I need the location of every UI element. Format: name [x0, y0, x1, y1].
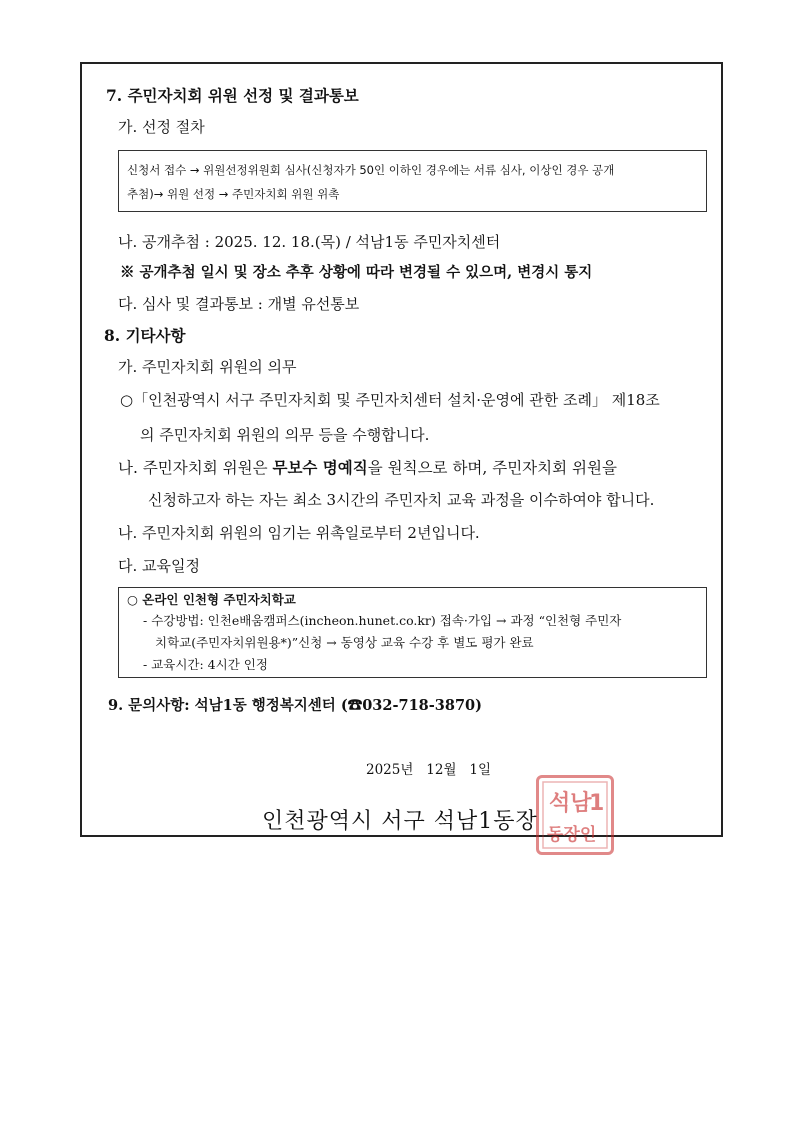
selection-procedure-label: 가. 선정 절차 — [118, 118, 205, 136]
honorary-prefix: 나. 주민자치회 위원은 — [118, 459, 273, 477]
section9-contact: 9. 문의사항: 석남1동 행정복지센터 (☎032-718-3870) — [108, 697, 483, 714]
issuer-signature: 인천광역시 서구 석남1동장 — [262, 809, 538, 834]
procedure-line-1: 신청서 접수 → 위원선정위원회 심사(신청자가 50인 이하인 경우에는 서류 심사, 이상인 경우 공개 — [127, 163, 615, 177]
public-lottery-info: 나. 공개추첨 : 2025. 12. 18.(목) / 석남1동 주민자치센터 — [118, 233, 501, 251]
honorary-position-line-2: 신청하고자 하는 자는 최소 3시간의 주민자치 교육 과정을 이수하여야 합니다. — [148, 491, 655, 509]
svg-text:석남: 석남 — [549, 791, 592, 816]
education-box — [118, 587, 707, 678]
procedure-box — [118, 150, 707, 212]
education-time: - 교육시간: 4시간 인정 — [143, 657, 268, 672]
issue-date: 2025년 12월 1일 — [366, 762, 491, 778]
procedure-line-2: 추첨)→ 위원 선정 → 주민자치회 위원 위촉 — [127, 187, 340, 201]
change-notice: ※ 공개추첨 일시 및 장소 추후 상황에 따라 변경될 수 있으며, 변경시 통지 — [120, 264, 593, 281]
education-title: ○ 온라인 인천형 주민자치학교 — [127, 592, 296, 607]
svg-text:동장인: 동장인 — [547, 825, 597, 845]
section8-heading: 8. 기타사항 — [104, 326, 186, 345]
term-of-office: 나. 주민자치회 위원의 임기는 위촉일로부터 2년입니다. — [118, 524, 480, 542]
official-seal-stamp — [536, 775, 614, 855]
seal-graphic — [539, 778, 611, 852]
svg-text:1: 1 — [589, 791, 605, 816]
education-method-line-1: - 수강방법: 인천e배움캠퍼스(incheon.hunet.co.kr) 접속·가입 → 과정 “인천형 주민자 — [143, 613, 622, 628]
honorary-position-line-1 — [118, 458, 617, 478]
section7-heading: 7. 주민자치회 위원 선정 및 결과통보 — [106, 86, 359, 105]
result-notice: 다. 심사 및 결과통보 : 개별 유선통보 — [118, 295, 360, 313]
ordinance-line-1: ○「인천광역시 서구 주민자치회 및 주민자치센터 설치·운영에 관한 조례」 제18조 — [120, 391, 660, 409]
honorary-bold: 무보수 명예직 — [272, 458, 368, 477]
education-method-line-2: 치학교(주민자치위원용*)”신청 → 동영상 교육 수강 후 별도 평가 완료 — [155, 635, 534, 650]
education-schedule-label: 다. 교육일정 — [118, 557, 200, 575]
member-duty-label: 가. 주민자치회 위원의 의무 — [118, 358, 297, 376]
ordinance-line-2: 의 주민자치회 위원의 의무 등을 수행합니다. — [140, 426, 430, 444]
honorary-suffix: 을 원칙으로 하며, 주민자치회 위원을 — [367, 459, 617, 477]
